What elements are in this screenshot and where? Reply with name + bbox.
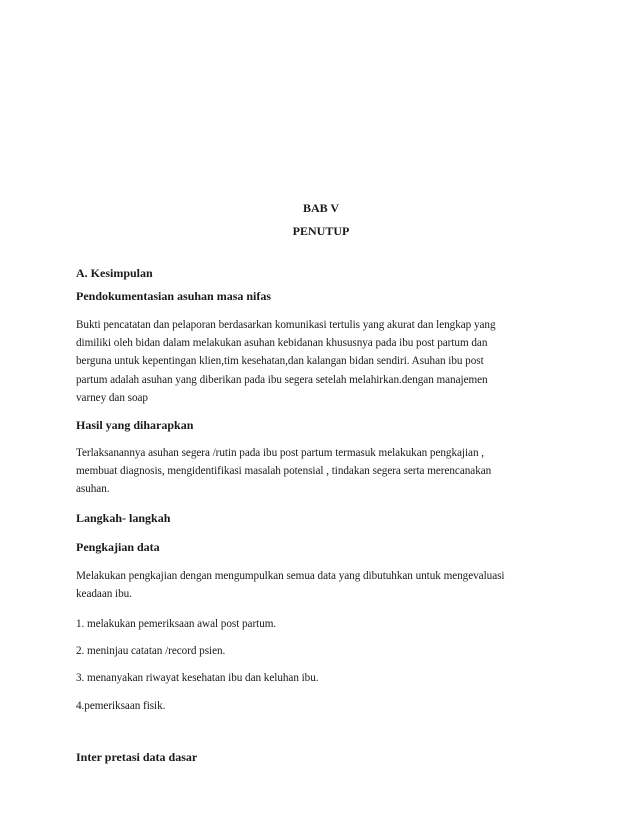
paragraph-line: keadaan ibu. [76, 587, 132, 600]
heading-hasil: Hasil yang diharapkan [76, 418, 194, 433]
list-item: 3. menanyakan riwayat kesehatan ibu dan keluhan ibu. [76, 672, 319, 685]
list-item: 1. melakukan pemeriksaan awal post partum. [76, 618, 277, 631]
paragraph-line: membuat diagnosis, mengidentifikasi masalah potensial , tindakan segera serta merencanakan [76, 465, 492, 478]
paragraph-line: Bukti pencatatan dan pelaporan berdasarkan komunikasi tertulis yang akurat dan lengkap yang [76, 319, 496, 331]
document-body [76, 265, 576, 765]
paragraph-pengkajian [76, 567, 576, 603]
section-heading-kesimpulan: A. Kesimpulan [76, 266, 153, 280]
paragraph-line: partum adalah asuhan yang diberikan pada ibu segera setelah melahirkan.dengan manajemen [76, 373, 488, 386]
paragraph-line: berguna untuk kepentingan klien,tim kesehatan,dan kalangan bidan sendiri. Asuhan ibu post [76, 355, 484, 368]
list-item: 2. meninjau catatan /record psien. [76, 645, 226, 658]
paragraph-pendokumentasian [76, 316, 576, 407]
paragraph-hasil [76, 444, 576, 499]
subheading-pendokumentasian: Pendokumentasian asuhan masa nifas [76, 289, 272, 303]
heading-interpretasi: Inter pretasi data dasar [76, 749, 198, 764]
paragraph-line: Terlaksanannya asuhan segera /rutin pada ibu post partum termasuk melakukan pengkajian , [76, 447, 484, 460]
list-item: 4.pemeriksaan fisik. [76, 699, 166, 712]
paragraph-line: Melakukan pengkajian dengan mengumpulkan semua data yang dibutuhkan untuk mengevaluasi [76, 569, 505, 582]
paragraph-line: dimiliki oleh bidan dalam melakukan asuhan kebidanan khususnya pada ibu post partum dan [76, 337, 488, 350]
chapter-title: PENUTUP [292, 224, 350, 238]
heading-langkah: Langkah- langkah [76, 510, 171, 525]
paragraph-line: asuhan. [76, 483, 110, 496]
heading-pengkajian: Pengkajian data [76, 539, 160, 554]
chapter-number: BAB V [302, 201, 340, 215]
paragraph-line: varney dan soap [76, 391, 148, 404]
